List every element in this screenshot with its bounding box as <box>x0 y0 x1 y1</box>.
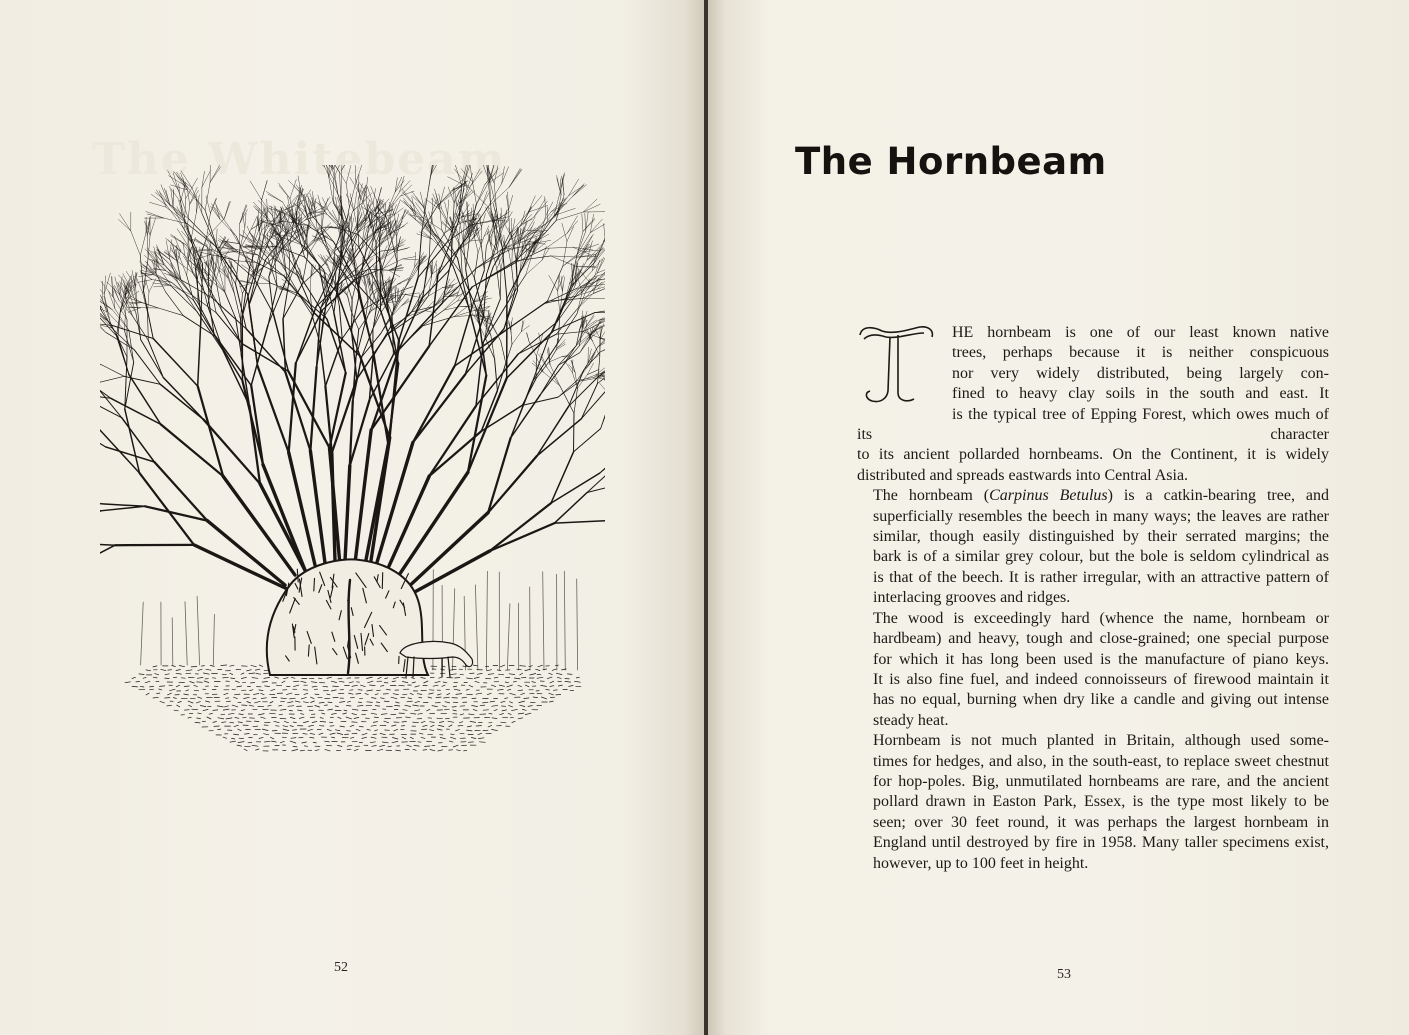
pollard-hornbeam-engraving <box>100 165 605 751</box>
paragraph-3: The wood is exceedingly hard (whence the name, hornbeam or hardbeam) and heavy, tough and close-grained; one special purpose for which it has long been used is the manufacture of piano keys. It is also fine fuel, and indeed connoisseurs of firewood maintain it has no equal, burning when dry like a candle and giving out intense steady heat. <box>873 609 1329 729</box>
page-number-right: 53 <box>1057 967 1071 982</box>
page-number-left: 52 <box>334 960 348 975</box>
body-text <box>857 323 1329 874</box>
tree-illustration <box>100 165 605 755</box>
paragraph-1: T HE hornbeam is one of our least known native trees, perhaps because it is neither conspicuous nor very widely distributed, being largely con- fined to heavy clay soils in the south and east. It is the typical tree of Epping Forest, which owes much of its character to its ancient pollarded hornbeams. On the Continent, it is widely distributed and spreads eastwards into Central Asia. <box>857 323 1329 486</box>
drop-cap-letter: T <box>890 399 891 400</box>
bleed-through-title: The Whitebeam <box>92 134 507 185</box>
chapter-title: The Hornbeam <box>795 140 1107 183</box>
paragraph-4: Hornbeam is not much planted in Britain, although used some- times for hedges, and also, in the south-east, to replace sweet chestnut for hop-poles. Big, unmutilated hornbeams are rare, and the ancient pollard drawn in Easton Park, Essex, is the type most likely to be seen; over 30 feet round, it was perhaps the largest hornbeam in England until destroyed by fire in 1958. Many taller specimens exist, however, up to 100 feet in height. <box>873 732 1329 872</box>
drop-cap <box>854 321 946 405</box>
species-name: Carpinus Betulus <box>989 487 1108 505</box>
paragraph-2: The hornbeam (Carpinus Betulus) is a catkin-bearing tree, and superficially resembles the beech in many ways; the leaves are rather similar, though easily distinguished by their serrated margins; the bark is of a similar grey colour, but the bole is seldom cylindrical as is that of the beech. It is rather irregular, with an attractive pattern of interlacing grooves and ridges. <box>873 487 1330 607</box>
